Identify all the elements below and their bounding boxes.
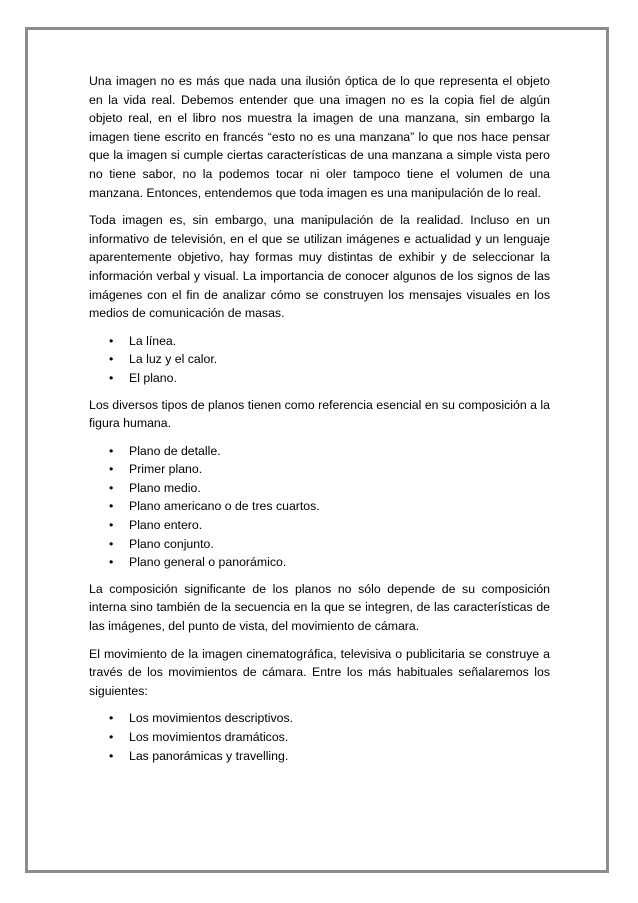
list-movimientos xyxy=(89,709,550,765)
list-item: • Los movimientos descriptivos. xyxy=(89,709,550,728)
list-item: • La luz y el calor. xyxy=(89,350,550,369)
list-item: • Los movimientos dramáticos. xyxy=(89,728,550,747)
list-item: • Las panorámicas y travelling. xyxy=(89,747,550,766)
list-item: • La línea. xyxy=(89,332,550,351)
document-body xyxy=(89,72,550,773)
list-item: • Plano general o panorámico. xyxy=(89,553,550,572)
paragraph-manipulacion: Toda imagen es, sin embargo, una manipulación de la realidad. Incluso en un informativo de televisión, en el que se utilizan imágenes e actualidad y un lenguaje aparentemente objetivo, hay formas muy distintas de exhibir y de seleccionar la información verbal y visual. La importancia de conocer algunos de los signos de las imágenes con el fin de analizar cómo se construyen los mensajes visuales en los medios de comunicación de masas. xyxy=(89,213,550,321)
list-item: • Plano americano o de tres cuartos. xyxy=(89,497,550,516)
paragraph-tipos-planos: Los diversos tipos de planos tienen como referencia esencial en su composición a la figura humana. xyxy=(89,397,550,431)
paragraph-movimiento: El movimiento de la imagen cinematográfica, televisiva o publicitaria se construye a través de los movimientos de cámara. Entre los más habituales señalaremos los siguientes: xyxy=(89,646,550,698)
list-item: • Plano entero. xyxy=(89,516,550,535)
list-elementos xyxy=(89,332,550,388)
list-item: • Plano de detalle. xyxy=(89,442,550,461)
list-planos xyxy=(89,442,550,572)
list-item: • Plano medio. xyxy=(89,479,550,498)
paragraph-composicion: La composición significante de los planos no sólo depende de su composición interna sino también de la secuencia en la que se integren, de las características de las imágenes, del punto de vista, del movimiento de cámara. xyxy=(89,581,550,634)
list-item: • El plano. xyxy=(89,369,550,388)
list-item: • Primer plano. xyxy=(89,460,550,479)
paragraph-imagen-ilusion: Una imagen no es más que nada una ilusión óptica de lo que representa el objeto en la vida real. Debemos entender que una imagen no es la copia fiel de algún objeto real, en el libro nos muestra la imagen de una manzana, sin embargo la imagen tiene escrito en francés “esto no es una manzana” lo que nos hace pensar que la imagen si cumple ciertas características de una manzana a simple vista pero no tiene sabor, no la podemos tocar ni oler tampoco tiene el volumen de una manzana. Entonces, entendemos que toda imagen es una manipulación de lo real. xyxy=(89,74,550,200)
list-item: • Plano conjunto. xyxy=(89,535,550,554)
